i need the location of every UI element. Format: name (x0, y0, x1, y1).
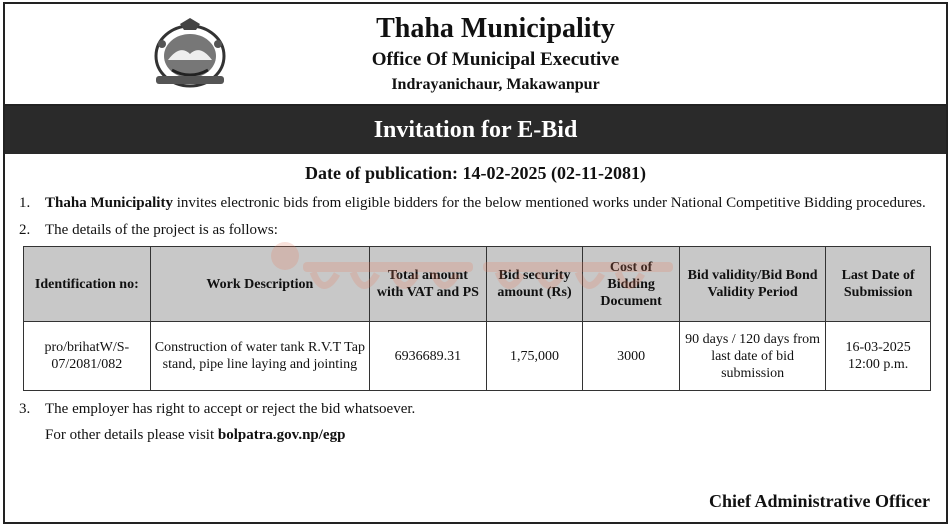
egp-link[interactable]: bolpatra.gov.np/egp (217, 427, 346, 443)
bid-details-table (23, 246, 931, 391)
table-row (24, 322, 931, 391)
clause-2-number: 2. (19, 222, 31, 238)
municipality-name: Thaha Municipality (376, 13, 615, 44)
clause-1 (5, 192, 946, 215)
signatory-title: Chief Administrative Officer (709, 491, 930, 511)
cell-validity: 90 days / 120 days from last date of bid submission (679, 322, 825, 391)
cell-id: pro/brihatW/S-07/2081/082 (24, 322, 151, 391)
cell-amount: 6936689.31 (370, 322, 487, 391)
more-details-text: For other details please visit (45, 427, 218, 443)
col-header-last-date: Last Date of Submission (826, 247, 931, 322)
table-header-row (24, 247, 931, 322)
office-address: Indrayanichaur, Makawanpur (391, 76, 600, 93)
cell-last-date-line2: 12:00 p.m. (847, 357, 909, 372)
office-name: Office Of Municipal Executive (371, 49, 620, 70)
col-header-id: Identification no: (24, 247, 151, 322)
header-text (5, 12, 946, 96)
col-header-amount: Total amount with VAT and PS (370, 247, 487, 322)
notice-title-banner: Invitation for E-Bid (5, 106, 946, 154)
cell-cost: 3000 (583, 322, 680, 391)
clause-2-text: The details of the project is as follows: (45, 222, 278, 238)
clause-3-number: 3. (19, 401, 31, 417)
more-details-line (5, 424, 946, 447)
col-header-cost: Cost of Bidding Document (583, 247, 680, 322)
notice-header (5, 4, 946, 106)
notice-page (3, 2, 948, 524)
col-header-work: Work Description (150, 247, 370, 322)
cell-last-date (826, 322, 931, 391)
clause-1-bold: Thaha Municipality (45, 195, 173, 211)
col-header-validity: Bid validity/Bid Bond Validity Period (679, 247, 825, 322)
cell-security: 1,75,000 (486, 322, 583, 391)
clause-1-text: invites electronic bids from eligible bidders for the below mentioned works under National Competitive Bidding procedures. (172, 195, 926, 211)
publication-date: Date of publication: 14-02-2025 (02-11-2081) (305, 163, 646, 183)
col-header-security: Bid security amount (Rs) (486, 247, 583, 322)
clause-3-text: The employer has right to accept or reject the bid whatsoever. (45, 401, 416, 417)
cell-last-date-line1: 16-03-2025 (845, 340, 911, 355)
clause-2 (5, 219, 946, 242)
cell-work: Construction of water tank R.V.T Tap stand, pipe line laying and jointing (150, 322, 370, 391)
clause-1-number: 1. (19, 195, 31, 211)
clause-3 (5, 398, 946, 421)
